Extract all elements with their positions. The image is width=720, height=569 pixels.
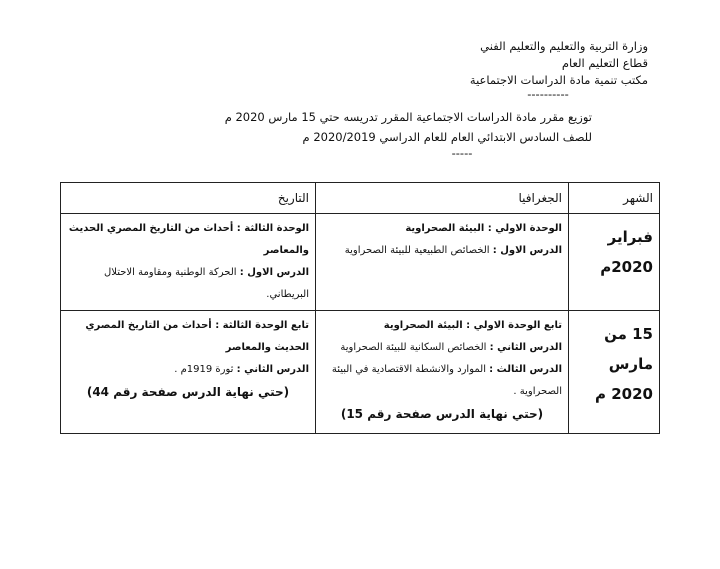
lesson-text: الحركة الوطنية ومقاومة الاحتلال البريطاني. [104,267,309,300]
curriculum-table [60,182,660,434]
title-line-2: للصف السادس الابتدائي العام للعام الدراسي 2020/2019 م [302,130,592,144]
table-row [61,311,660,434]
hist-page-note: (حتي نهاية الدرس صفحة رقم 44) [86,385,290,399]
geo-unit: الوحدة الاولي : البيئة الصحراوية [405,223,562,234]
month-cell [569,311,660,434]
lesson-text: الخصائص السكانية للبيئة الصحراوية [340,342,487,353]
ministry-name: وزارة التربية والتعليم والتعليم الفني [480,39,648,53]
geo-lesson [322,240,562,262]
month-label: 15 من مارس 2020 م [595,325,653,403]
lesson-label: الدرس الاول : [239,267,309,278]
lesson-label: الدرس الثاني : [236,364,309,375]
geo-lesson [322,359,562,403]
geo-lesson [322,337,562,359]
history-cell [61,214,316,311]
hist-unit: الوحدة الثالثة : أحداث من التاريخ المصري الحديث والمعاصر [68,223,309,256]
geography-cell [316,214,569,311]
table-header-row [61,183,660,214]
month-cell [569,214,660,311]
lesson-label: الدرس الاول : [492,245,562,256]
lesson-text: الموارد والانشطة الاقتصادية في البيئة الصحراوية . [331,364,562,397]
month-label: فبراير 2020م [600,228,653,276]
lesson-text: ثورة 1919م . [174,364,234,375]
header-geography: الجغرافيا [316,183,569,214]
geography-cell [316,311,569,434]
lesson-label: الدرس الثاني : [489,342,562,353]
hist-lesson [67,262,309,306]
history-cell [61,311,316,434]
table-row [61,214,660,311]
header-month: الشهر [569,183,660,214]
letterhead [388,38,648,99]
separator: ---------- [527,87,569,101]
separator-2: ----- [451,146,473,160]
hist-unit: تابع الوحدة الثالثة : أحداث من التاريخ المصري الحديث والمعاصر [85,320,309,353]
geo-unit: تابع الوحدة الاولي : البيئة الصحراوية [383,320,562,331]
document-title [172,107,592,159]
lesson-label: الدرس الثالث : [489,364,562,375]
header-history: التاريخ [61,183,316,214]
office-name: مكتب تنمية مادة الدراسات الاجتماعية [469,73,648,87]
sector-name: قطاع التعليم العام [561,56,648,70]
geo-page-note: (حتي نهاية الدرس صفحة رقم 15) [340,407,544,421]
lesson-text: الخصائص الطبيعية للبيئة الصحراوية [344,245,490,256]
hist-lesson [67,359,309,381]
title-line-1: توزيع مقرر مادة الدراسات الاجتماعية المقرر تدريسه حتي 15 مارس 2020 م [224,110,592,124]
